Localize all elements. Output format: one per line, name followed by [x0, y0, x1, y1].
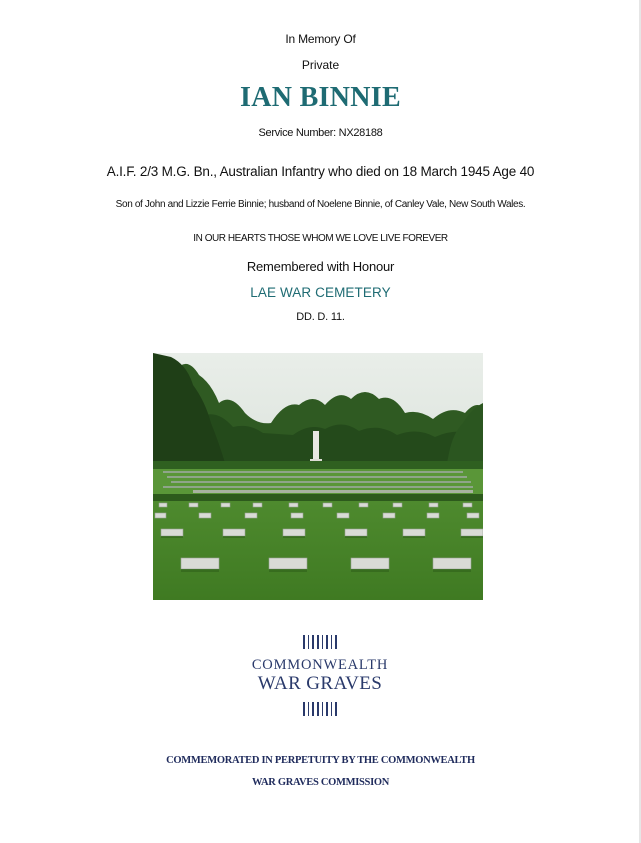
logo-line-1: COMMONWEALTH	[251, 657, 389, 673]
footer-line-2: WAR GRAVES COMMISSION	[251, 777, 390, 788]
logo-bars-top	[240, 635, 400, 649]
epitaph: IN OUR HEARTS THOSE WHOM WE LOVE LIVE FOREVER	[193, 233, 448, 244]
in-memory-heading: In Memory Of	[285, 32, 356, 46]
footer-line-1: COMMEMORATED IN PERPETUITY BY THE COMMONWEALTH	[166, 755, 475, 766]
logo-line-2: WAR GRAVES	[257, 673, 383, 694]
cemetery-name: LAE WAR CEMETERY	[250, 285, 391, 300]
cwgc-logo	[240, 630, 400, 725]
casualty-name: IAN BINNIE	[240, 82, 401, 113]
logo-bars-bottom	[240, 702, 400, 716]
family-details: Son of John and Lizzie Ferrie Binnie; husband of Noelene Binnie, of Canley Vale, New South Wales.	[115, 199, 526, 210]
cemetery-photo	[153, 353, 483, 600]
grave-reference: DD. D. 11.	[296, 311, 345, 323]
rank: Private	[301, 58, 340, 72]
unit-and-death-details: A.I.F. 2/3 M.G. Bn., Australian Infantry who died on 18 March 1945 Age 40	[106, 164, 535, 179]
remembered-with-honour: Remembered with Honour	[246, 259, 395, 274]
service-number: Service Number: NX28188	[258, 127, 383, 139]
